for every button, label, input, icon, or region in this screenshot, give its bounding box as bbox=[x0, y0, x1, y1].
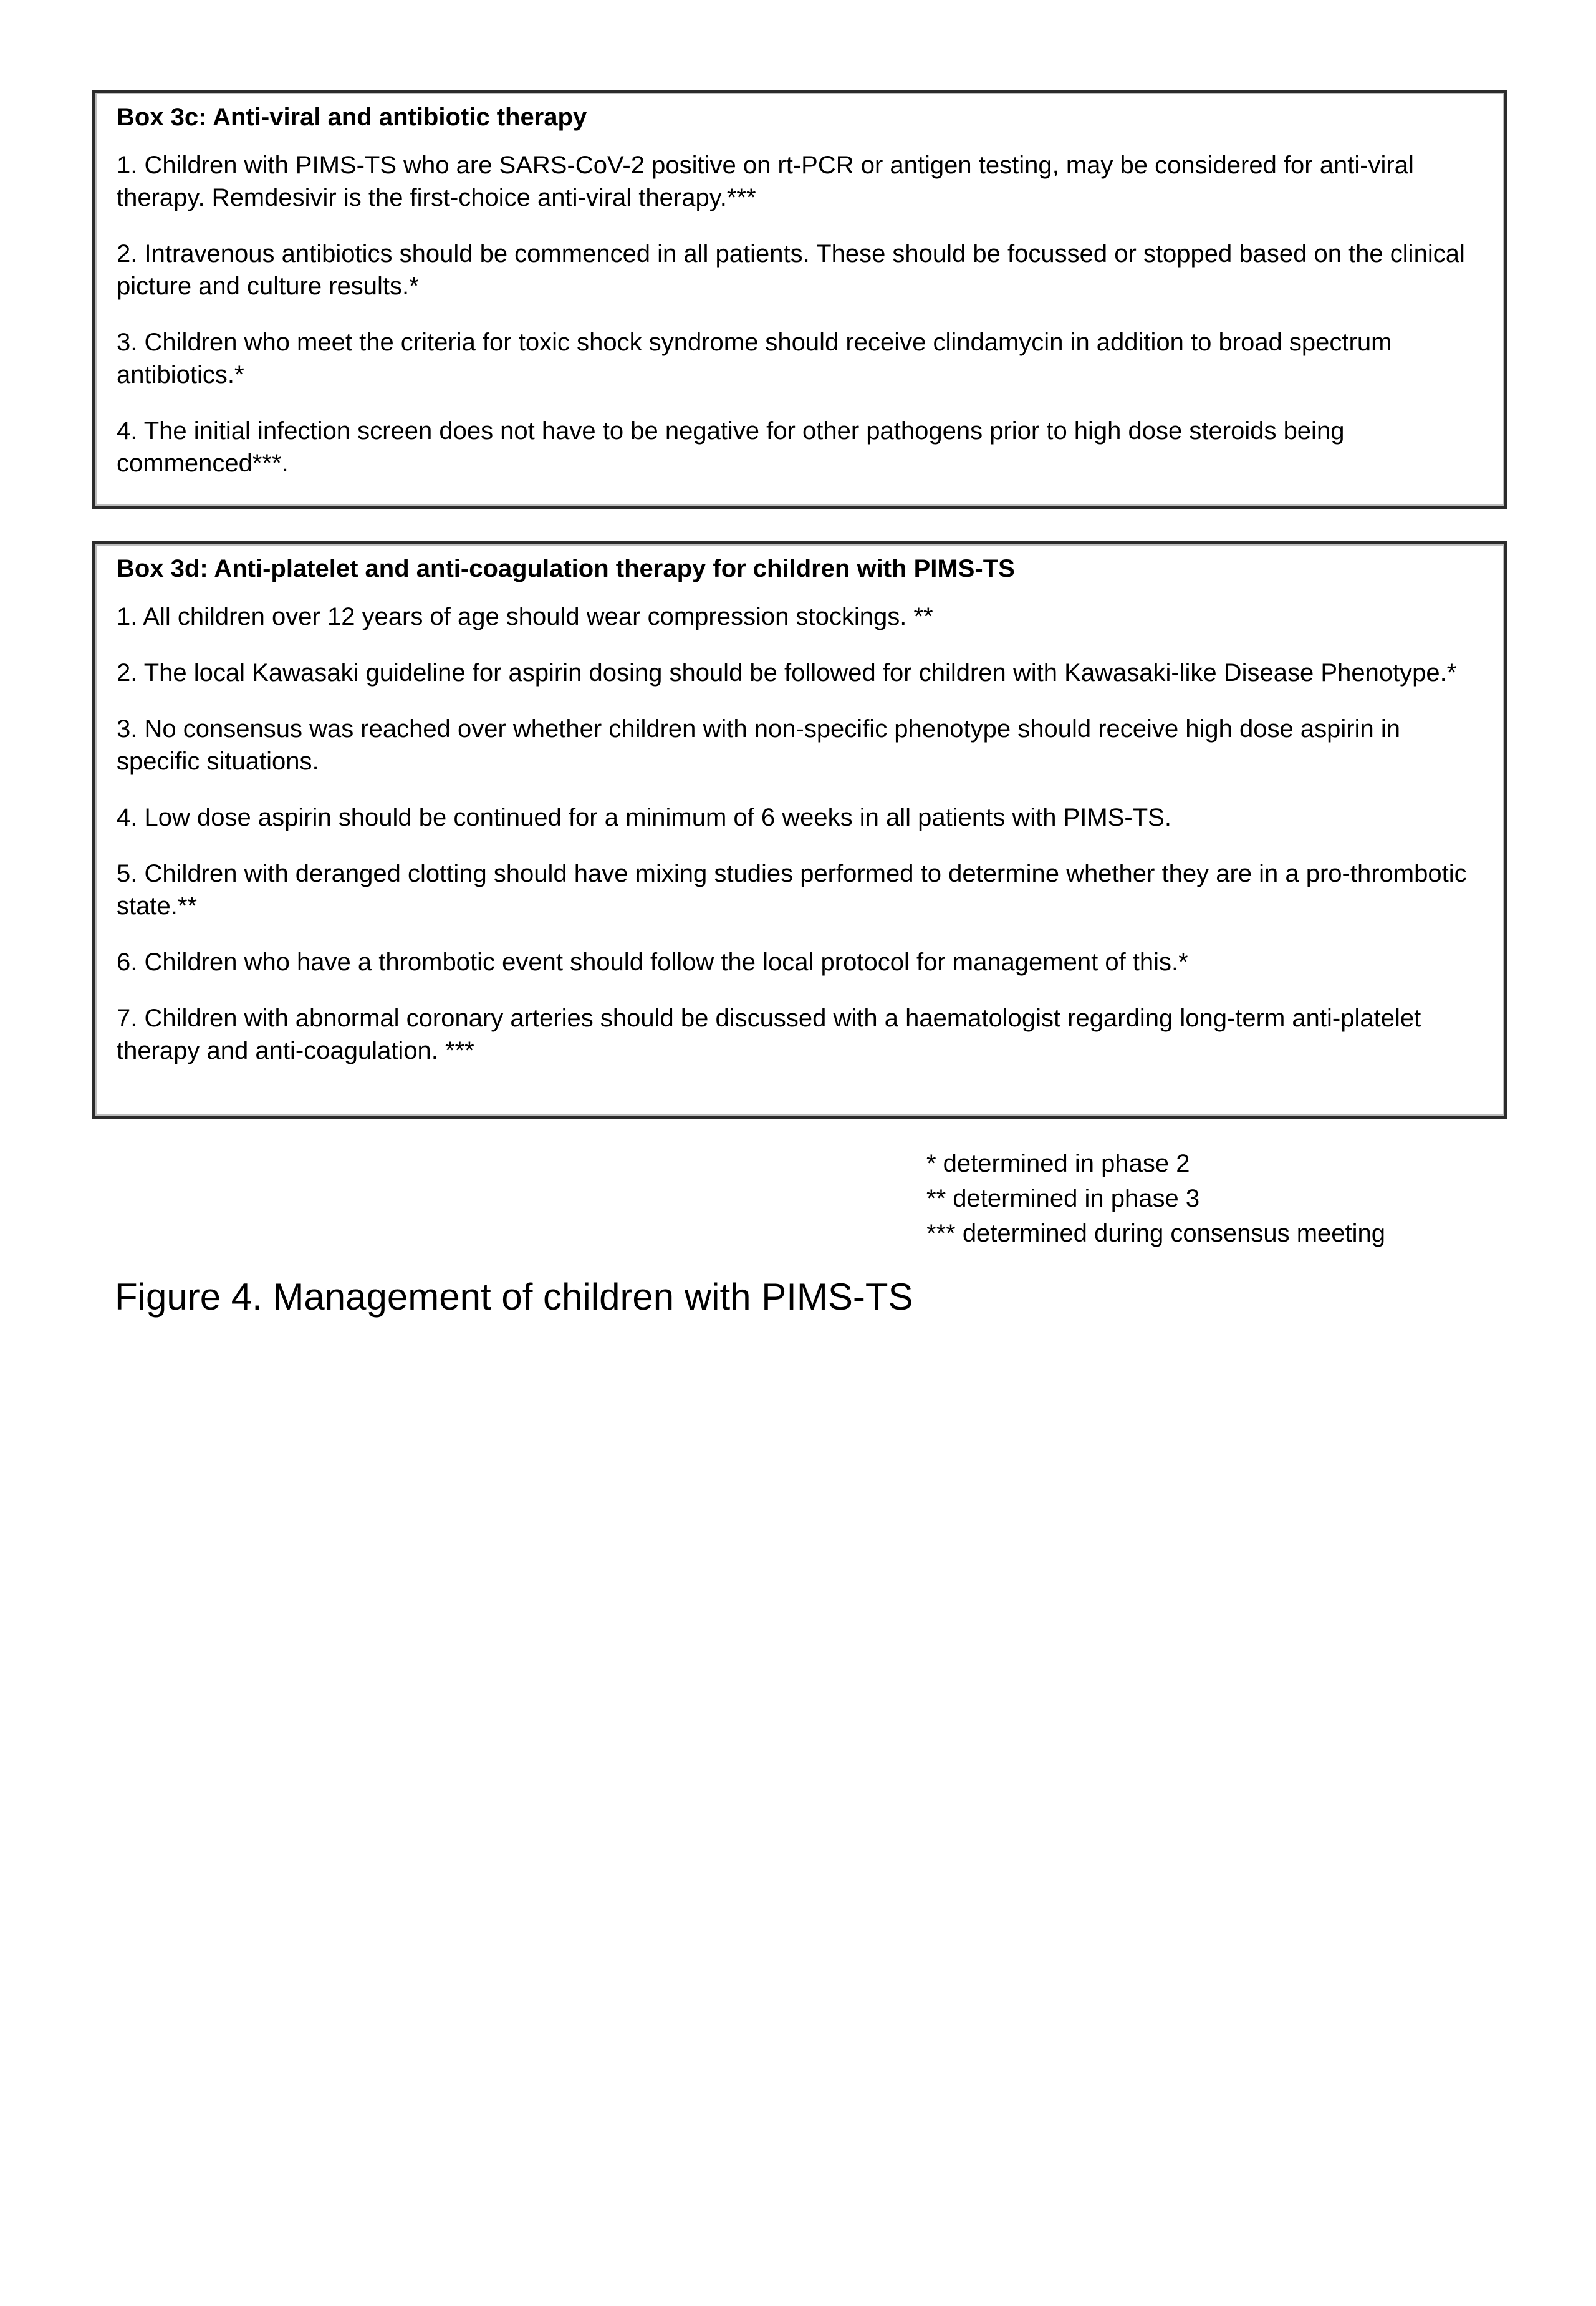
box-3d-item-4: 4. Low dose aspirin should be continued for a minimum of 6 weeks in all patients with PIMS-TS. bbox=[117, 804, 1171, 831]
box-3c-antiviral-antibiotic bbox=[92, 90, 1507, 509]
legend-line-consensus: *** determined during consensus meeting bbox=[926, 1220, 1385, 1247]
box-3d-item-1: 1. All children over 12 years of age should wear compression stockings. ** bbox=[117, 603, 933, 630]
box-3d-item-5: 5. Children with deranged clotting should have mixing studies performed to determine whether they are in a pro-thrombotic state.** bbox=[117, 860, 1467, 920]
box-3d-item-6: 6. Children who have a thrombotic event should follow the local protocol for management of this.* bbox=[117, 948, 1188, 976]
box-3d-item-3: 3. No consensus was reached over whether children with non-specific phenotype should receive high dose aspirin in specific situations. bbox=[117, 715, 1400, 775]
box-3d-item-2: 2. The local Kawasaki guideline for aspirin dosing should be followed for children with Kawasaki-like Disease Phenotype.* bbox=[117, 659, 1457, 687]
figure-caption: Figure 4. Management of children with PIMS-TS bbox=[115, 1276, 913, 1318]
box-3c-item-2: 2. Intravenous antibiotics should be commenced in all patients. These should be focussed or stopped based on the clinical picture and culture results.* bbox=[117, 240, 1465, 300]
box-3d-item-7: 7. Children with abnormal coronary arteries should be discussed with a haematologist regarding long-term anti-platelet therapy and anti-coagulation. *** bbox=[117, 1005, 1421, 1064]
legend-line-phase-2: * determined in phase 2 bbox=[926, 1150, 1190, 1177]
box-3c-item-1: 1. Children with PIMS-TS who are SARS-CoV-2 positive on rt-PCR or antigen testing, may be considered for anti-viral therapy. Remdesivir is the first-choice anti-viral therapy.*** bbox=[117, 152, 1414, 211]
box-3d-title: Box 3d: Anti-platelet and anti-coagulation therapy for children with PIMS-TS bbox=[117, 555, 1015, 582]
box-3c-title: Box 3c: Anti-viral and antibiotic therapy bbox=[117, 104, 587, 131]
box-3c-item-4: 4. The initial infection screen does not have to be negative for other pathogens prior to high dose steroids being commenced***. bbox=[117, 417, 1345, 477]
box-3d-antiplatelet-anticoagulation bbox=[92, 541, 1507, 1119]
asterisk-legend bbox=[926, 1146, 1385, 1251]
legend-line-phase-3: ** determined in phase 3 bbox=[926, 1185, 1200, 1212]
box-3c-item-3: 3. Children who meet the criteria for toxic shock syndrome should receive clindamycin in addition to broad spectrum antibiotics.* bbox=[117, 329, 1392, 388]
